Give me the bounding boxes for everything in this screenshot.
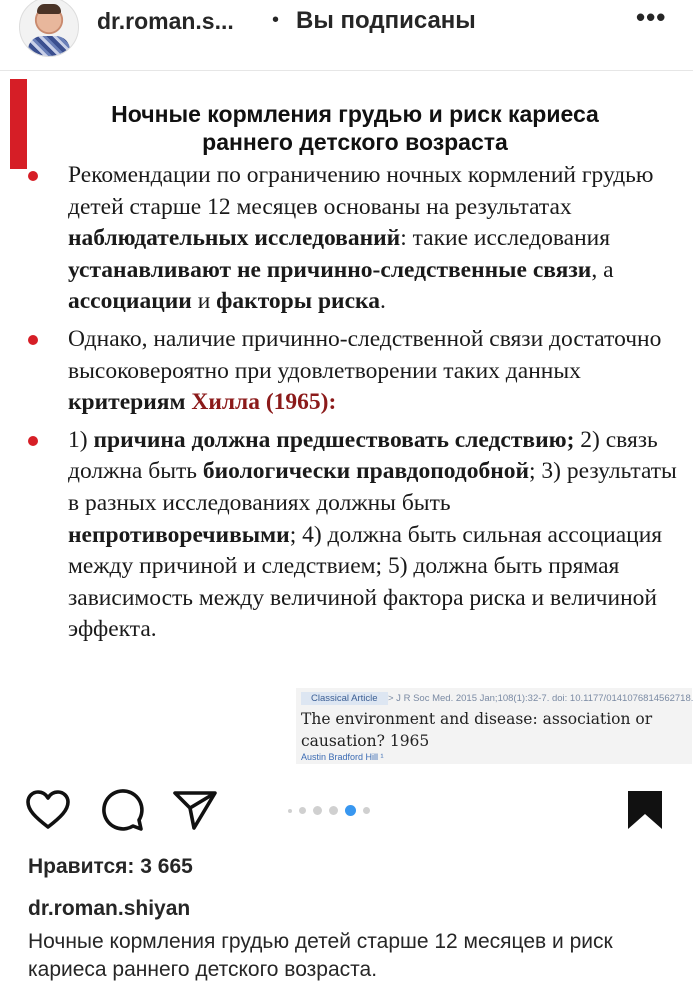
post-header	[0, 0, 693, 71]
bullet-text: ; 4) должна быть сильная ассоциация между причиной и следствием; 5) должна быть прямая зависимость между величиной фактора риска и величиной эффекта.	[68, 521, 663, 643]
bullet-dot-icon	[28, 335, 38, 345]
heart-icon[interactable]	[25, 789, 71, 831]
bullet-text: , а	[591, 256, 614, 283]
bullet-bold: устанавливают не причинно-следственные связи	[68, 256, 592, 283]
bullet-bold: ассоциации	[68, 288, 192, 315]
bullet-text: и	[191, 288, 217, 315]
avatar-shirt	[28, 36, 70, 57]
hill-criteria-label: Хилла (1965):	[191, 389, 337, 416]
header-username[interactable]: dr.roman.s...	[97, 8, 234, 34]
bullet-bold: непротиворечивыми	[68, 521, 290, 548]
citation-title: The environment and disease: association or causation? 1965	[301, 710, 653, 750]
avatar[interactable]	[19, 0, 79, 57]
bullet-text: Рекомендации по ограничению ночных кормлений грудью детей старше 12 месяцев основаны на результатах	[68, 162, 654, 220]
red-accent-bar	[10, 79, 27, 169]
avatar-hair	[37, 4, 61, 14]
likes-count[interactable]: Нравится: 3 665	[28, 855, 193, 878]
carousel-dot	[363, 807, 370, 814]
bullet-dot-icon	[28, 171, 38, 181]
citation-author: Austin Bradford Hill ¹	[301, 752, 384, 762]
bullet-bold: причина должна предшествовать следствию;	[93, 426, 575, 453]
bullet-dot-icon	[28, 436, 38, 446]
bullet-bold: критериям	[68, 389, 186, 416]
more-options-icon[interactable]: •••	[636, 2, 667, 32]
bullet-item-2	[28, 324, 678, 419]
post-actions	[0, 772, 693, 852]
bullet-text: Однако, наличие причинно-следственной связи достаточно высоковероятно при удовлетворении таких данных	[68, 325, 662, 384]
carousel-dot	[313, 806, 322, 815]
bullet-text: ; 3) результаты в разных исследованиях должны быть	[68, 458, 677, 516]
share-icon[interactable]	[172, 789, 218, 831]
carousel-dot	[288, 809, 292, 813]
slide-bullet-list	[28, 160, 678, 652]
comment-icon[interactable]	[100, 787, 146, 833]
caption-text: Ночные кормления грудью детей старше 12 месяцев и риск кариеса раннего детского возраста.	[28, 930, 613, 981]
bullet-text: 2) связь должна быть	[68, 426, 658, 485]
caption-username[interactable]: dr.roman.shiyan	[28, 897, 191, 920]
carousel-dot	[329, 806, 338, 815]
citation-tag: Classical Article	[301, 692, 388, 705]
post-slide[interactable]	[0, 71, 693, 766]
bullet-item-1	[28, 160, 678, 318]
bullet-text: 1)	[68, 426, 94, 453]
bullet-item-3	[28, 425, 678, 646]
bullet-bold: наблюдательных исследований	[68, 225, 401, 252]
bullet-text: .	[379, 288, 386, 315]
bullet-text: : такие исследования	[400, 225, 611, 252]
bullet-bold: факторы риска	[216, 288, 380, 315]
citation-box	[296, 688, 692, 764]
carousel-indicator	[288, 802, 377, 814]
follow-status-button[interactable]: Вы подписаны	[296, 7, 476, 34]
header-separator: •	[272, 9, 280, 31]
bullet-bold: биологически правдоподобной	[202, 458, 530, 485]
citation-source: > J R Soc Med. 2015 Jan;108(1):32-7. doi: 10.1177/0141076814562718.	[388, 693, 693, 704]
bookmark-icon[interactable]	[626, 789, 664, 831]
carousel-dot	[299, 807, 306, 814]
slide-title: Ночные кормления грудью и риск кариеса раннего детского возраста	[111, 101, 599, 155]
carousel-dot-active	[345, 805, 356, 816]
